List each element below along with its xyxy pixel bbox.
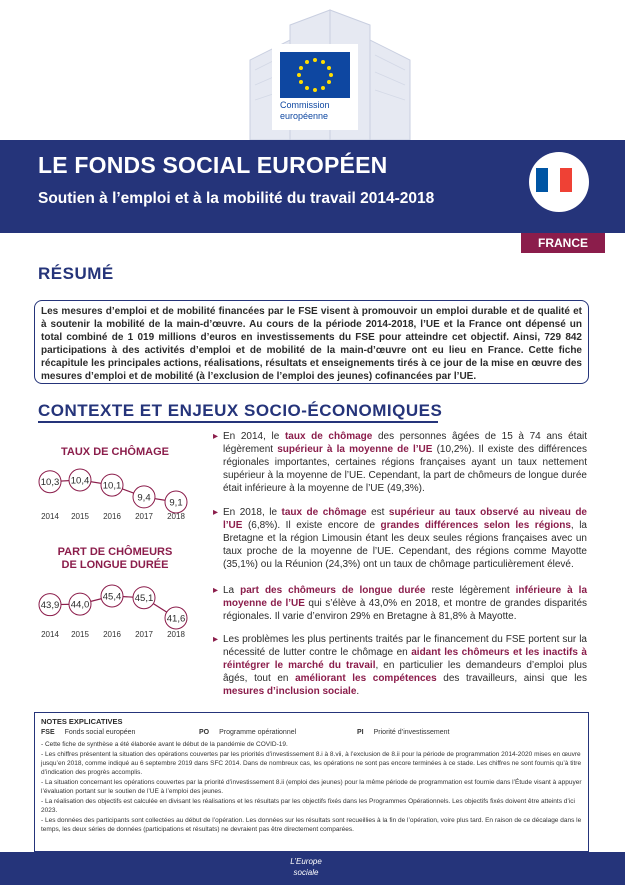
- notes-heading: NOTES EXPLICATIVES: [41, 717, 123, 726]
- data-label: 43,9: [40, 600, 60, 612]
- resume-box: [34, 300, 589, 384]
- paragraph-text: (10,2%). Il existe des différences régionales importantes, certaines régions françaises ayant un taux nettement supérieur à la moyenne de l’UE. Cependant, la part de chômeurs de longue durée était inférieure à la moyenne de l’UE (49,3%).: [223, 444, 587, 494]
- abbreviations-list: [41, 728, 582, 737]
- chart-x-axis-long-term: [30, 630, 200, 642]
- highlight-text: supérieur à la moyenne de l’UE: [277, 444, 433, 455]
- x-tick-label: 2018: [167, 630, 185, 639]
- paragraph-text: .: [356, 686, 360, 697]
- abbreviation-value: Fonds social européen: [64, 729, 136, 736]
- explanatory-notes: [34, 712, 589, 852]
- data-label: 45,1: [134, 593, 154, 605]
- paragraph-text: (6,8%). Il existe encore de: [242, 520, 381, 531]
- eu-flag-icon: [280, 52, 350, 98]
- logo-text-line-2: européenne: [280, 111, 329, 121]
- highlight-text: supérieur au taux observé au niveau de l’UE: [223, 507, 587, 531]
- highlight-text: taux de chômage: [284, 431, 373, 442]
- data-label: 44,0: [70, 599, 90, 611]
- paragraph-text: Les problèmes les plus pertinents traités par le financement du FSE portent sur la nécessité de lutter contre le chômage en: [223, 634, 587, 658]
- chart-title-unemployment: TAUX DE CHÔMAGE: [61, 446, 169, 458]
- data-label: 45,4: [102, 591, 122, 603]
- heading-divider: [38, 421, 438, 423]
- data-label: 10,1: [102, 480, 122, 492]
- commission-logo-text: [280, 100, 354, 122]
- x-tick-label: 2017: [135, 630, 153, 639]
- resume-text: Les mesures d’emploi et de mobilité financées par le FSE visent à promouvoir un emploi durable et de qualité et à soutenir la mobilité de la main-d’œuvre. Au cours de la période 2014-2018, l’UE et la France ont dépensé un total combiné de 1 019 millions d’euros en investissements du FSE pour atteindre cet objectif. Ainsi, 729 842 participations à des activités d’emploi et de mobilité de la main-d’œuvre ont eu lieu en France. Cette fiche récapitule les principales actions, réalisations, résultats et enseignements tirés à ce jour de la mise en œuvre des mesures d’emploi et de mobilité (à l’exclusion de l’emploi des jeunes) cofinancées par l’UE.: [41, 306, 582, 382]
- highlight-text: grandes différences selon les régions: [380, 520, 571, 531]
- abbreviation-item: [41, 728, 191, 737]
- data-label: 41,6: [166, 613, 186, 625]
- highlight-text: part des chômeurs de longue durée: [240, 585, 426, 596]
- chart-title-long-term: [30, 546, 200, 572]
- x-tick-label: 2016: [103, 630, 121, 639]
- note-item: - La réalisation des objectifs est calculée en divisant les réalisations et les résultats par les objectifs fixés dans les Programmes Opérationnels. Les objectifs fixés doivent être atteints d’ici 2023.: [41, 798, 575, 814]
- context-paragraph-3: [213, 584, 587, 623]
- abbreviation-item: [357, 728, 507, 737]
- notes-list: [41, 740, 582, 834]
- data-label: 10,3: [40, 477, 60, 489]
- x-tick-label: 2016: [103, 512, 121, 521]
- abbreviation-value: Programme opérationnel: [219, 729, 297, 736]
- abbreviation-item: [199, 728, 349, 737]
- abbreviation-key: FSE: [41, 729, 55, 736]
- context-heading: CONTEXTE ET ENJEUX SOCIO-ÉCONOMIQUES: [38, 401, 443, 420]
- context-paragraph-4: [213, 633, 587, 698]
- paragraph-text: , en particulier les demandeurs d’emploi plus âgés, tout en: [223, 660, 587, 684]
- paragraph-text: , la Bretagne et la région Limousin étant les deux seules régions françaises avec un taux proche de la moyenne de l’UE. Cependant, des régions comme Mayotte (35,1%) ou la Réunion (24,3%) ont un taux de chômage particulièrement élevé.: [223, 520, 587, 570]
- x-tick-label: 2015: [71, 630, 89, 639]
- chart-title-long-term-line-2: DE LONGUE DURÉE: [61, 559, 169, 571]
- country-label: FRANCE: [521, 233, 605, 253]
- x-tick-label: 2015: [71, 512, 89, 521]
- europe-sociale-logo: [272, 856, 340, 882]
- data-label: 9,1: [169, 497, 183, 509]
- highlight-text: aidant les chômeurs et les inactifs à réintégrer le marché du travail: [223, 647, 587, 671]
- long-term-unemployment-chart: [30, 578, 200, 638]
- page-title: LE FONDS SOCIAL EUROPÉEN: [38, 152, 388, 178]
- context-paragraph-2: [213, 506, 587, 571]
- chart-x-axis-unemployment: [30, 512, 200, 524]
- abbreviation-key: PI: [357, 729, 364, 736]
- chart-title-long-term-line-1: PART DE CHÔMEURS: [57, 546, 173, 558]
- note-item: - Les chiffres présentent la situation des opérations couvertes par les priorités d’investissement 8.i à 8.vii, à l’exclusion de 8.ii pour la période de programmation 2014-2020 mises en œuvre jusqu’en 2018, comme indiqué au 6 septembre 2019 dans SFC 2014. Dans de nombreux cas, les opérations ne sont pas encore terminées à ce stade. Les chiffres ne sont fournis qu’à titre d’indication des progrès accomplis.: [41, 751, 582, 776]
- highlight-text: améliorant les compétences: [295, 673, 437, 684]
- x-tick-label: 2014: [41, 630, 59, 639]
- highlight-text: mesures d’inclusion sociale: [223, 686, 357, 697]
- paragraph-text: La: [223, 585, 241, 596]
- paragraph-text: des travailleurs, ainsi que les: [436, 673, 587, 684]
- x-tick-label: 2017: [135, 512, 153, 521]
- highlight-text: inférieure à la moyenne de l’UE: [223, 585, 588, 609]
- paragraph-text: reste légèrement: [425, 585, 516, 596]
- note-item: - Les données des participants sont collectées au début de l’opération. Les données sur les résultats sont recueillies à la fin de l’opération, voire plus tard. En raison de ce décalage dans le temps, les deux séries de données (participations et résultats) ne devraient pas être directement comparées.: [41, 817, 582, 833]
- data-label: 10,4: [70, 475, 90, 487]
- note-item: - Cette fiche de synthèse a été élaborée avant le début de la pandémie de COVID-19.: [41, 741, 288, 748]
- x-tick-label: 2018: [167, 512, 185, 521]
- paragraph-text: En 2018, le: [223, 507, 282, 518]
- footer-logo-line-2: sociale: [293, 868, 319, 877]
- x-tick-label: 2014: [41, 512, 59, 521]
- paragraph-text: des personnes âgées de 15 à 74 ans était légèrement: [223, 431, 588, 455]
- highlight-text: taux de chômage: [281, 507, 367, 518]
- paragraph-text: est: [366, 507, 389, 518]
- page-subtitle: Soutien à l’emploi et à la mobilité du travail 2014-2018: [38, 190, 435, 207]
- commission-logo: [272, 44, 358, 130]
- paragraph-text: En 2014, le: [223, 431, 285, 442]
- resume-heading: RÉSUMÉ: [38, 264, 114, 283]
- data-label: 9,4: [137, 492, 151, 504]
- header-top: [0, 0, 625, 140]
- logo-text-line-1: Commission: [280, 100, 330, 110]
- abbreviation-value: Priorité d’investissement: [373, 729, 450, 736]
- footer-logo-line-1: L’Europe: [290, 857, 322, 866]
- paragraph-text: qui s’élève à 43,0% en 2018, et montre de grandes disparités régionales. Il varie d’environ 29% en Bretagne à 81,8% à Mayotte.: [223, 598, 588, 622]
- abbreviation-key: PO: [199, 729, 210, 736]
- note-item: - La situation concernant les opérations couvertes par la priorité d’investissement 8.ii (emploi des jeunes) pour la même période de programmation est fournie dans l’Étude visant à appuyer l’évaluation portant sur le soutien de l’UE à l’emploi des jeunes.: [41, 779, 582, 795]
- context-paragraph-1: [213, 430, 587, 495]
- france-flag-icon: [536, 168, 572, 192]
